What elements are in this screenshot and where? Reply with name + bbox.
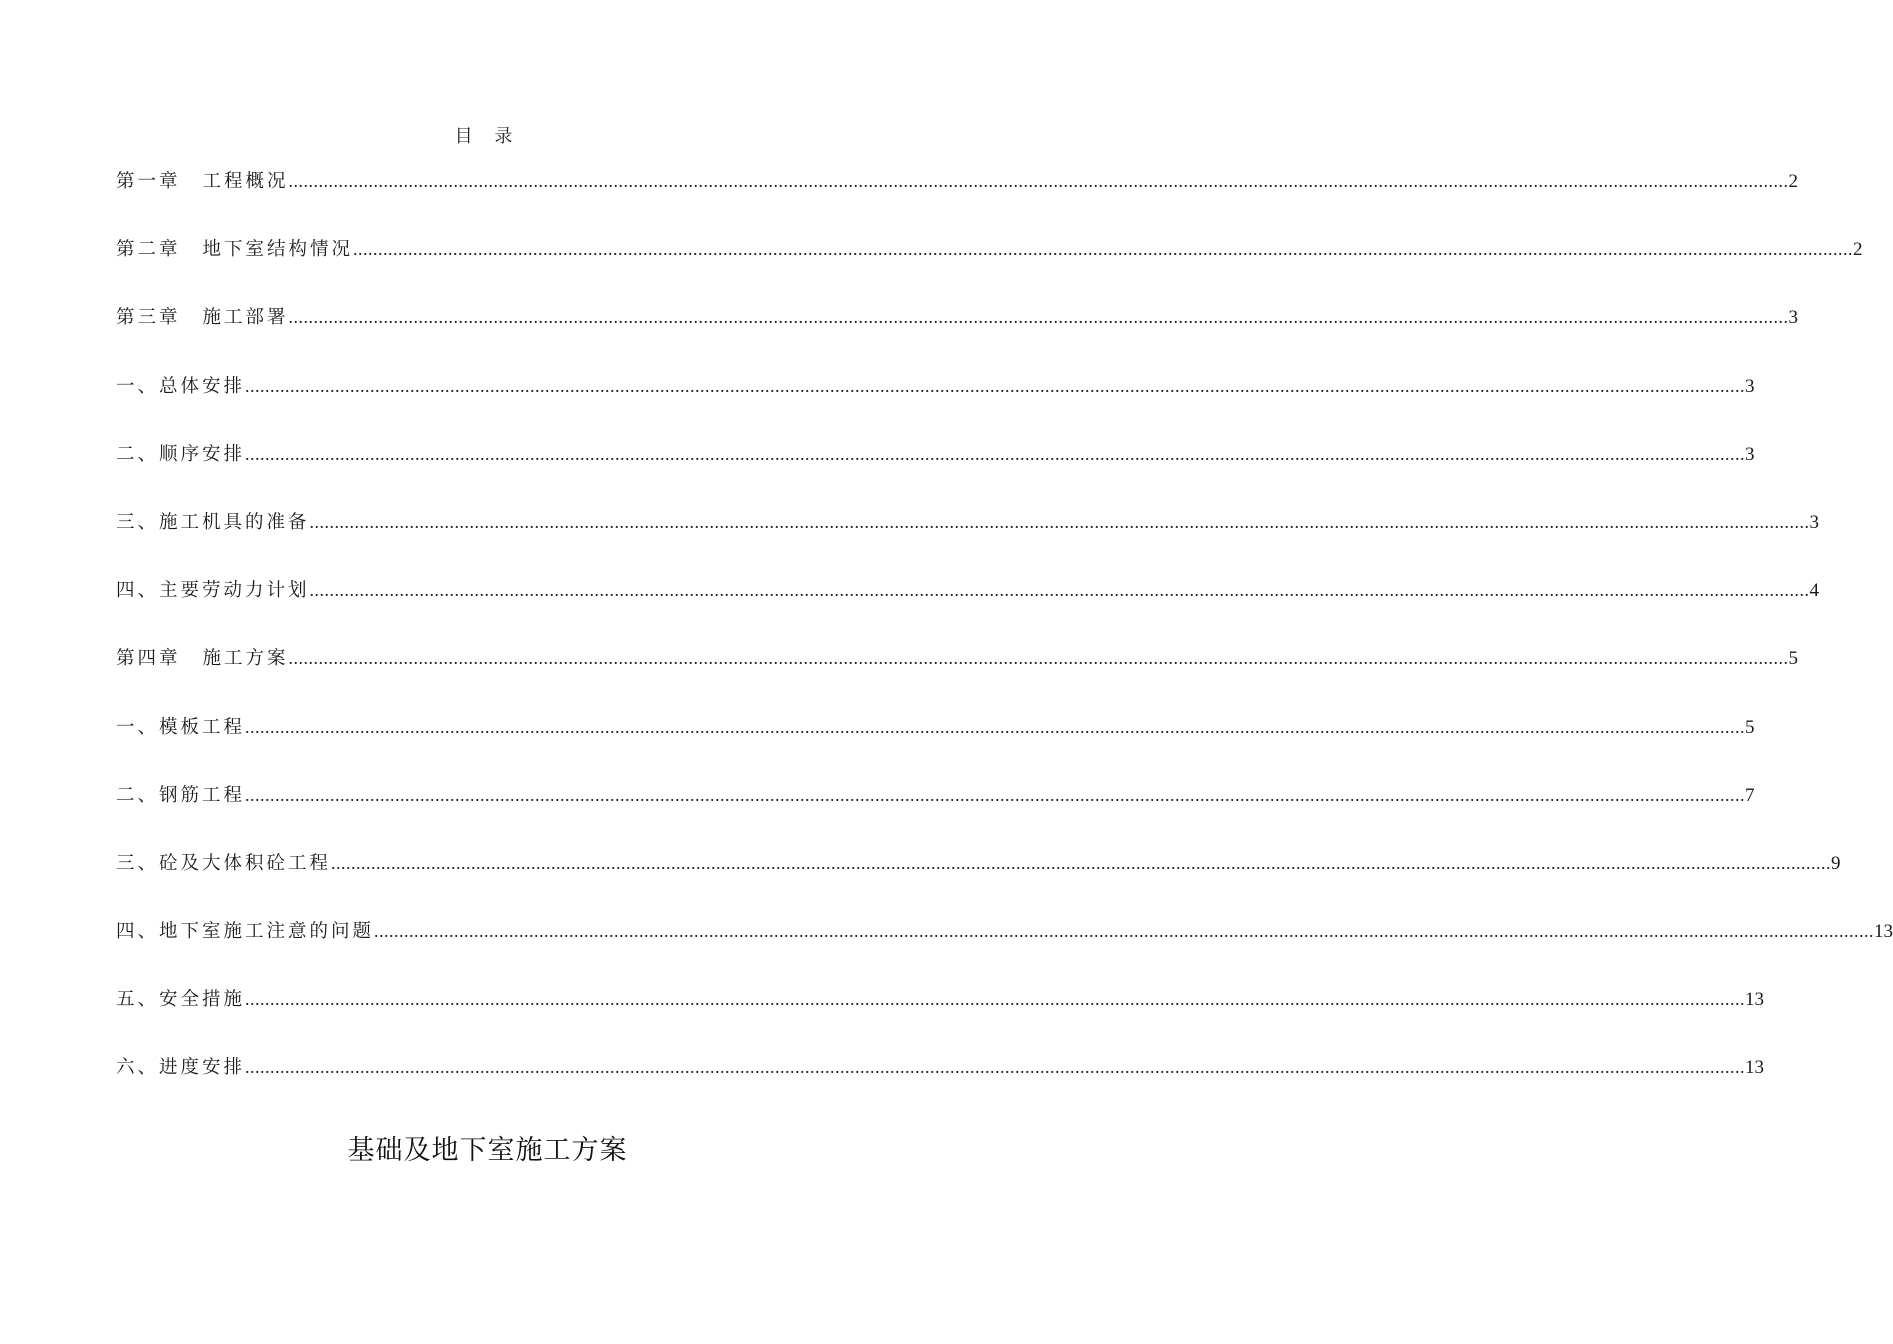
- toc-dot-leader: ............................................................................................................................................................................................................................................................................................................: [374, 921, 1875, 942]
- toc-entry[interactable]: [116, 711, 1755, 779]
- toc-entry-label: [116, 439, 245, 471]
- toc-entry[interactable]: [116, 165, 1799, 233]
- toc-dot-leader: ............................................................................................................................................................................................................................................................................................................: [309, 511, 1810, 532]
- toc-dot-leader: ............................................................................................................................................................................................................................................................................................................: [331, 852, 1832, 873]
- toc-entry-label: [116, 916, 374, 948]
- toc-entry-text: 施工方案: [202, 648, 289, 670]
- toc-entry-label: [116, 643, 289, 675]
- toc-dot-leader: ............................................................................................................................................................................................................................................................................................................: [245, 375, 1746, 396]
- toc-entry-text: 施工部署: [202, 307, 289, 329]
- toc-dot-leader: ............................................................................................................................................................................................................................................................................................................: [245, 443, 1746, 464]
- toc-entry-text: 四、地下室施工注意的问题: [116, 921, 375, 943]
- toc-entry[interactable]: [116, 1051, 1765, 1119]
- toc-entry-page: 3: [1788, 307, 1799, 329]
- toc-entry-label: [116, 848, 331, 880]
- toc-entry-page: 5: [1745, 716, 1755, 738]
- toc-entry[interactable]: [116, 574, 1820, 642]
- toc-entry[interactable]: [116, 233, 1863, 301]
- toc-entry-text: 四、主要劳动力计划: [116, 580, 310, 602]
- toc-entry[interactable]: [116, 642, 1799, 710]
- toc-dot-leader: ............................................................................................................................................................................................................................................................................................................: [353, 239, 1854, 260]
- toc-entry-prefix: 第一章: [116, 171, 181, 192]
- toc-entry-text: 一、总体安排: [116, 375, 246, 397]
- toc-entry-prefix: 第四章: [116, 648, 181, 670]
- toc-entry-page: 4: [1809, 580, 1820, 602]
- toc-entry[interactable]: [116, 506, 1820, 574]
- toc-entry-label: [116, 984, 245, 1016]
- toc-dot-leader: ............................................................................................................................................................................................................................................................................................................: [245, 784, 1746, 805]
- toc-entry-page: 2: [1853, 239, 1863, 261]
- toc-entry-page: 3: [1809, 511, 1820, 533]
- toc-entry-page: 13: [1745, 1057, 1765, 1079]
- toc-title: 目 录: [454, 126, 521, 147]
- toc-dot-leader: ............................................................................................................................................................................................................................................................................................................: [245, 989, 1746, 1010]
- toc-entry-text: 二、顺序安排: [116, 443, 246, 465]
- toc-entry[interactable]: [116, 847, 1841, 915]
- toc-entry-text: 五、安全措施: [116, 989, 246, 1011]
- toc-entry-page: 7: [1745, 784, 1755, 806]
- toc-dot-leader: ............................................................................................................................................................................................................................................................................................................: [309, 580, 1810, 601]
- toc-dot-leader: ............................................................................................................................................................................................................................................................................................................: [245, 1057, 1746, 1078]
- toc-entry-text: 二、钢筋工程: [116, 784, 246, 806]
- toc-entry-label: [116, 575, 310, 607]
- toc-entry-text: 地下室结构情况: [202, 239, 354, 261]
- toc-entry-label: [116, 302, 289, 334]
- toc-entry-page: 13: [1745, 989, 1765, 1011]
- toc-list: [116, 165, 1893, 1120]
- document-title: 基础及地下室施工方案: [347, 1135, 628, 1166]
- toc-entry-label: [116, 780, 245, 812]
- toc-entry-text: 工程概况: [202, 171, 289, 192]
- toc-entry-page: 13: [1874, 921, 1893, 943]
- toc-entry-text: 一、模板工程: [116, 716, 246, 738]
- toc-entry-label: [116, 1052, 245, 1084]
- toc-entry-page: 9: [1831, 852, 1841, 874]
- toc-entry-text: 三、施工机具的准备: [116, 511, 310, 533]
- toc-entry-page: 2: [1788, 171, 1799, 192]
- toc-entry-label: [116, 234, 353, 266]
- toc-entry-page: 5: [1788, 648, 1799, 670]
- toc-dot-leader: ............................................................................................................................................................................................................................................................................................................: [288, 648, 1789, 669]
- toc-entry-text: 六、进度安排: [116, 1057, 246, 1079]
- toc-entry-label: [116, 507, 310, 539]
- toc-dot-leader: ............................................................................................................................................................................................................................................................................................................: [245, 716, 1746, 737]
- toc-entry-label: [116, 371, 245, 403]
- toc-entry[interactable]: [116, 779, 1755, 847]
- toc-entry-page: 3: [1745, 443, 1755, 465]
- toc-entry[interactable]: [116, 438, 1755, 506]
- toc-dot-leader: ............................................................................................................................................................................................................................................................................................................: [288, 307, 1789, 328]
- toc-entry-prefix: 第二章: [116, 239, 181, 261]
- toc-entry-page: 3: [1745, 375, 1755, 397]
- toc-entry[interactable]: [116, 915, 1893, 983]
- toc-entry-text: 三、砼及大体积砼工程: [116, 852, 332, 874]
- toc-entry-label: [116, 166, 289, 198]
- toc-entry[interactable]: [116, 983, 1765, 1051]
- toc-entry-label: [116, 712, 245, 744]
- toc-entry[interactable]: [116, 370, 1755, 438]
- toc-entry-prefix: 第三章: [116, 307, 181, 329]
- toc-dot-leader: ............................................................................................................................................................................................................................................................................................................: [288, 171, 1789, 191]
- toc-entry[interactable]: [116, 301, 1799, 369]
